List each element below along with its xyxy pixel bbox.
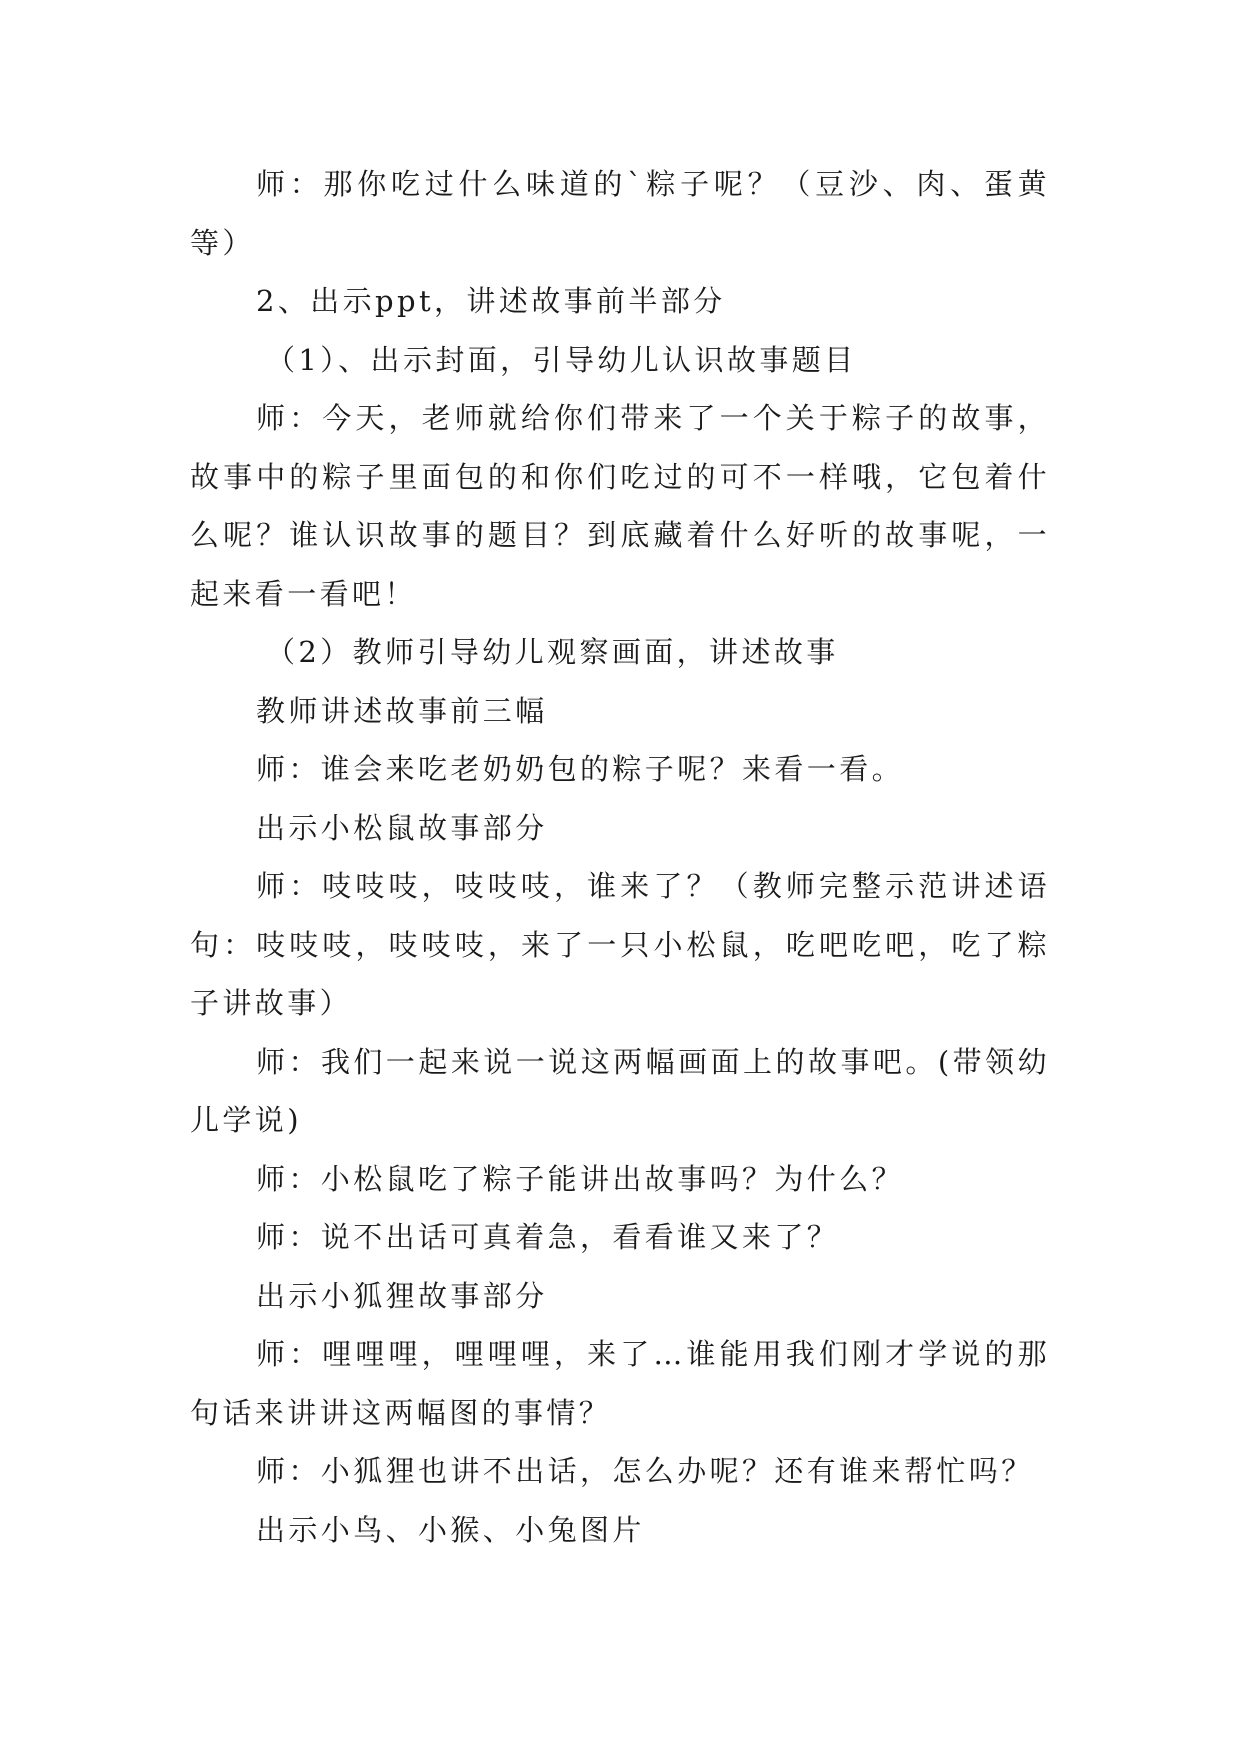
paragraph: 出示小鸟、小猴、小兔图片	[256, 1512, 645, 1547]
paragraph: 教师讲述故事前三幅	[256, 693, 548, 728]
paragraph: 师：小狐狸也讲不出话，怎么办呢？还有谁来帮忙吗？	[256, 1454, 1034, 1488]
paragraph: 出示小狐狸故事部分	[256, 1278, 548, 1313]
paragraph: （2）教师引导幼儿观察画面，讲述故事	[266, 635, 839, 669]
paragraph: 师：那你吃过什么味道的`粽子呢？（豆沙、肉、蛋黄等）	[190, 167, 1050, 260]
paragraph: 师：谁会来吃老奶奶包的粽子呢？来看一看。	[256, 752, 905, 786]
paragraph: 师：哩哩哩，哩哩哩，来了…谁能用我们刚才学说的那句话来讲讲这两幅图的事情？	[190, 1337, 1050, 1430]
paragraph: 2、出示ppt，讲述故事前半部分	[256, 284, 726, 318]
paragraph: 师：我们一起来说一说这两幅画面上的故事吧。(带领幼儿学说)	[190, 1044, 1050, 1137]
paragraph: 出示小松鼠故事部分	[256, 810, 548, 845]
paragraph: 师：小松鼠吃了粽子能讲出故事吗？为什么？	[256, 1161, 905, 1196]
document-body	[190, 155, 1050, 1559]
paragraph: 师：说不出话可真着急，看看谁又来了？	[256, 1220, 840, 1254]
paragraph: （1）、出示封面，引导幼儿认识故事题目	[266, 342, 857, 377]
paragraph: 师：今天，老师就给你们带来了一个关于粽子的故事，故事中的粽子里面包的和你们吃过的可不一样哦，它包着什么呢？谁认识故事的题目？到底藏着什么好听的故事呢，一起来看一看吧！	[190, 401, 1050, 611]
paragraph: 师：吱吱吱，吱吱吱，谁来了？（教师完整示范讲述语句：吱吱吱，吱吱吱，来了一只小松鼠，吃吧吃吧，吃了粽子讲故事）	[190, 869, 1050, 1020]
